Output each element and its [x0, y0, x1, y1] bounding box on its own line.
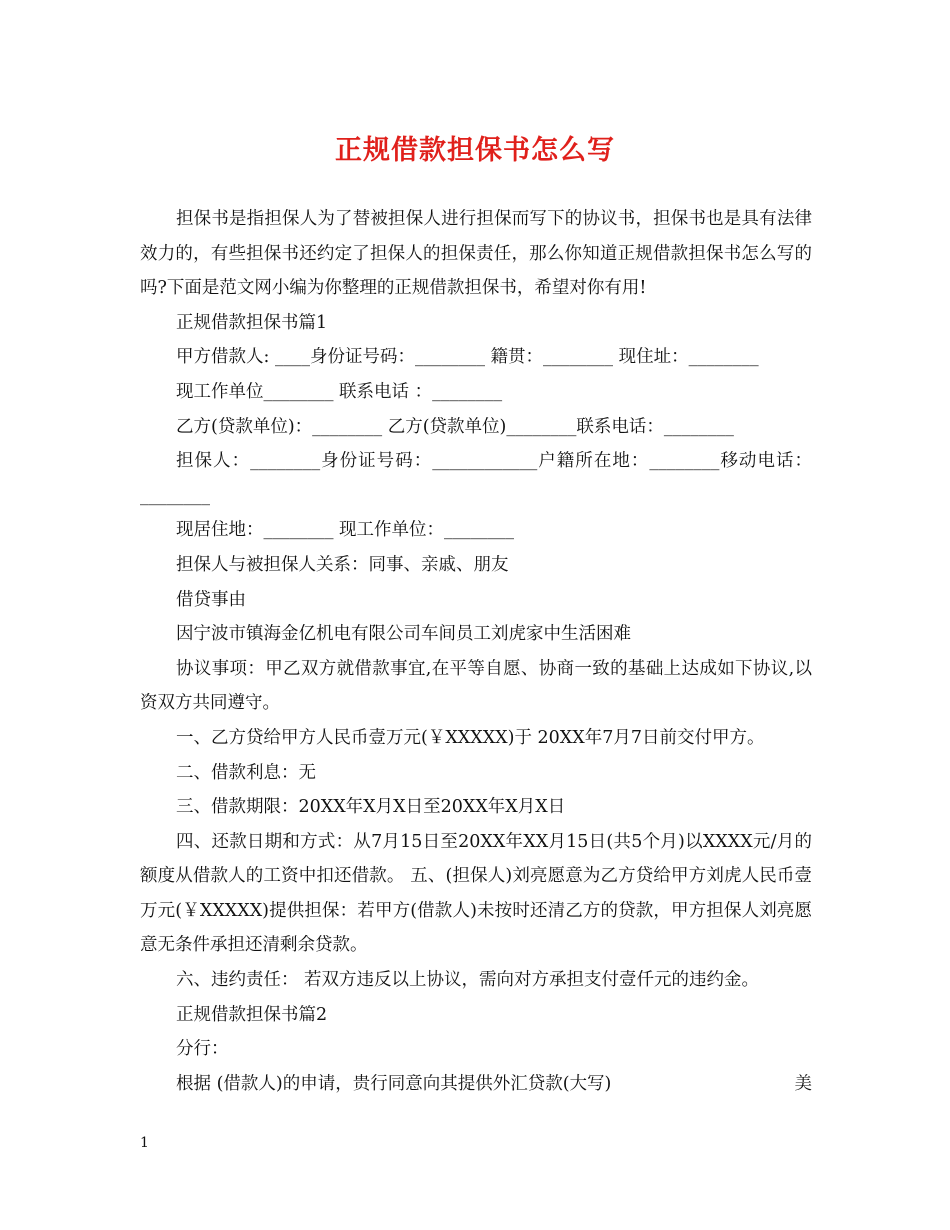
paragraph-guarantor-info: 担保人：________身份证号码：____________户籍所在地：________移动电话：________ [140, 451, 812, 506]
paragraph-lender-info: 乙方(贷款单位)：________ 乙方(贷款单位)________联系电话：________ [176, 416, 734, 437]
last-line-right: 美 [794, 1073, 812, 1094]
document-body [140, 202, 812, 1101]
paragraph-agreement: 协议事项：甲乙双方就借款事宜,在平等自愿、协商一致的基础上达成如下协议,以资双方共同遵守。 [140, 658, 812, 714]
paragraph-last-line [140, 1067, 812, 1102]
paragraph-reason-heading: 借贷事由 [176, 589, 246, 610]
paragraph-relationship: 担保人与被担保人关系：同事、亲戚、朋友 [176, 554, 509, 575]
paragraph-branch: 分行： [176, 1039, 229, 1060]
paragraph-clause-4-5: 四、还款日期和方式：从7月15日至20XX年XX月15日(共5个月)以XXXX元/月的额度从借款人的工资中扣还借款。 五、(担保人)刘亮愿意为乙方贷给甲方刘虎人民币壹万元(￥XXXXX)提供担保：若甲方(借款人)未按时还清乙方的贷款，甲方担保人刘亮愿意无条件承担还清剩余贷款。 [140, 831, 812, 956]
document-title: 正规借款担保书怎么写 [335, 135, 615, 166]
paragraph-clause-3: 三、借款期限：20XX年X月X日至20XX年X月X日 [176, 797, 566, 818]
paragraph-guarantor-address: 现居住地：________ 现工作单位：________ [176, 520, 515, 541]
paragraph-section-1-heading: 正规借款担保书篇1 [176, 312, 328, 333]
paragraph-clause-6: 六、违约责任： 若双方违反以上协议，需向对方承担支付壹仟元的违约金。 [176, 970, 760, 991]
last-line-left: 根据 (借款人)的申请，贵行同意向其提供外汇贷款(大写) [176, 1073, 612, 1094]
paragraph-clause-2: 二、借款利息：无 [176, 762, 316, 783]
paragraph-reason: 因宁波市镇海金亿机电有限公司车间员工刘虎家中生活困难 [176, 624, 631, 645]
paragraph-intro: 担保书是指担保人为了替被担保人进行担保而写下的协议书，担保书也是具有法律效力的，有些担保书还约定了担保人的担保责任，那么你知道正规借款担保书怎么写的吗?下面是范文网小编为你整理的正规借款担保书，希望对你有用! [140, 209, 812, 299]
paragraph-clause-1: 一、乙方贷给甲方人民币壹万元(￥XXXXX)于 20XX年7月7日前交付甲方。 [176, 727, 765, 748]
paragraph-borrower-work: 现工作单位________ 联系电话 ：________ [176, 381, 503, 402]
page-number: 1 [140, 1135, 149, 1151]
paragraph-borrower-info: 甲方借款人: ____身份证号码：________ 籍贯：________ 现住址：________ [176, 347, 759, 368]
paragraph-section-2-heading: 正规借款担保书篇2 [176, 1004, 328, 1025]
